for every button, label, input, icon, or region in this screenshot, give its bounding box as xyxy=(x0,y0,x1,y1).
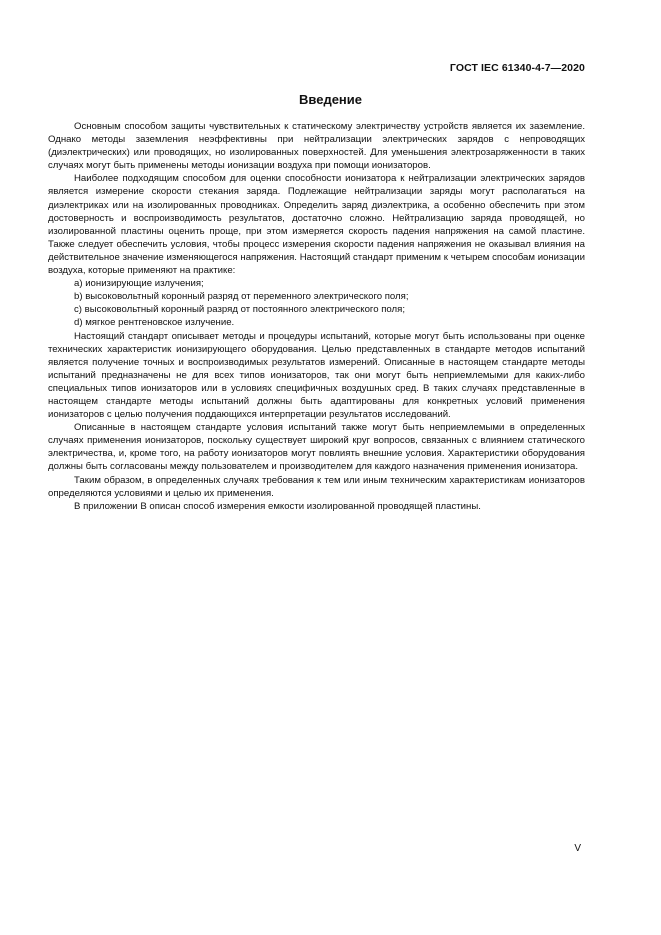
list-item: c) высоковольтный коронный разряд от постоянного электрического поля; xyxy=(74,304,405,316)
section-title: Введение xyxy=(299,92,362,107)
body-text xyxy=(48,120,585,513)
list-item: d) мягкое рентгеновское излучение. xyxy=(74,317,235,329)
page-number: V xyxy=(574,843,581,854)
list-item: a) ионизирующие излучения; xyxy=(74,278,204,290)
document-code: ГОСТ IEC 61340-4-7—2020 xyxy=(449,62,585,74)
paragraph: Наиболее подходящим способом для оценки способности ионизатора к нейтрализации электрических зарядов является измерение скорости стекания заряда. Подлежащие нейтрализации заряды могут располагаться на диэлектриках или на изолированных проводниках. Определить заряд диэлектрика, а особенно обеспечить при этом достоверность и воспроизводимость результатов, достаточно сложно. Нейтрализацию заряда проводящей, но изолированной пластины оценить проще, при этом измеряется скорость падения напряжения на самой пластине. Также следует обеспечить условия, чтобы процесс измерения скорости падения напряжения не оказывал влияния на действительное значение изменяющегося напряжения. Настоящий стандарт применим к четырем способам ионизации воздуха, которые применяют на практике: xyxy=(48,173,585,277)
paragraph: Описанные в настоящем стандарте условия испытаний также могут быть неприемлемыми в определенных случаях применения ионизаторов, поскольку существует широкий круг вопросов, связанных с влиянием статического электричества, и, кроме того, на работу ионизаторов могут повлиять внешние условия. Характеристики оборудования должны быть согласованы между пользователем и производителем для каждого назначения применения ионизатора. xyxy=(48,422,585,473)
paragraph: Настоящий стандарт описывает методы и процедуры испытаний, которые могут быть использованы при оценке технических характеристик ионизирующего оборудования. Целью представленных в стандарте методов испытаний является получение точных и воспроизводимых результатов измерений. Описанные в настоящем стандарте методы испытаний предназначены не для всех типов ионизаторов, так они могут быть неприемлемыми для каких-либо специальных типов ионизаторов или в условиях специфичных воздушных сред. В таких случаях представленные в настоящем стандарте методы испытаний должны быть адаптированы для конкретных условий применения ионизаторов с целью получения поддающихся интерпретации результатов исследований. xyxy=(48,330,585,421)
paragraph: Таким образом, в определенных случаях требования к тем или иным техническим характеристикам ионизаторов определяются условиями и целью их применения. xyxy=(48,474,585,499)
paragraph: В приложении В описан способ измерения емкости изолированной проводящей пластины. xyxy=(74,500,481,512)
paragraph: Основным способом защиты чувствительных к статическому электричеству устройств является их заземление. Однако методы заземления неэффективны при нейтрализации электрических зарядов с непроводящих (диэлектрических) или проводящих, но изолированных поверхностей. Для уменьшения электрозаряженности в таких случаях могут быть применены методы ионизации воздуха при помощи ионизаторов. xyxy=(48,121,585,172)
list-item: b) высоковольтный коронный разряд от переменного электрического поля; xyxy=(74,291,409,303)
